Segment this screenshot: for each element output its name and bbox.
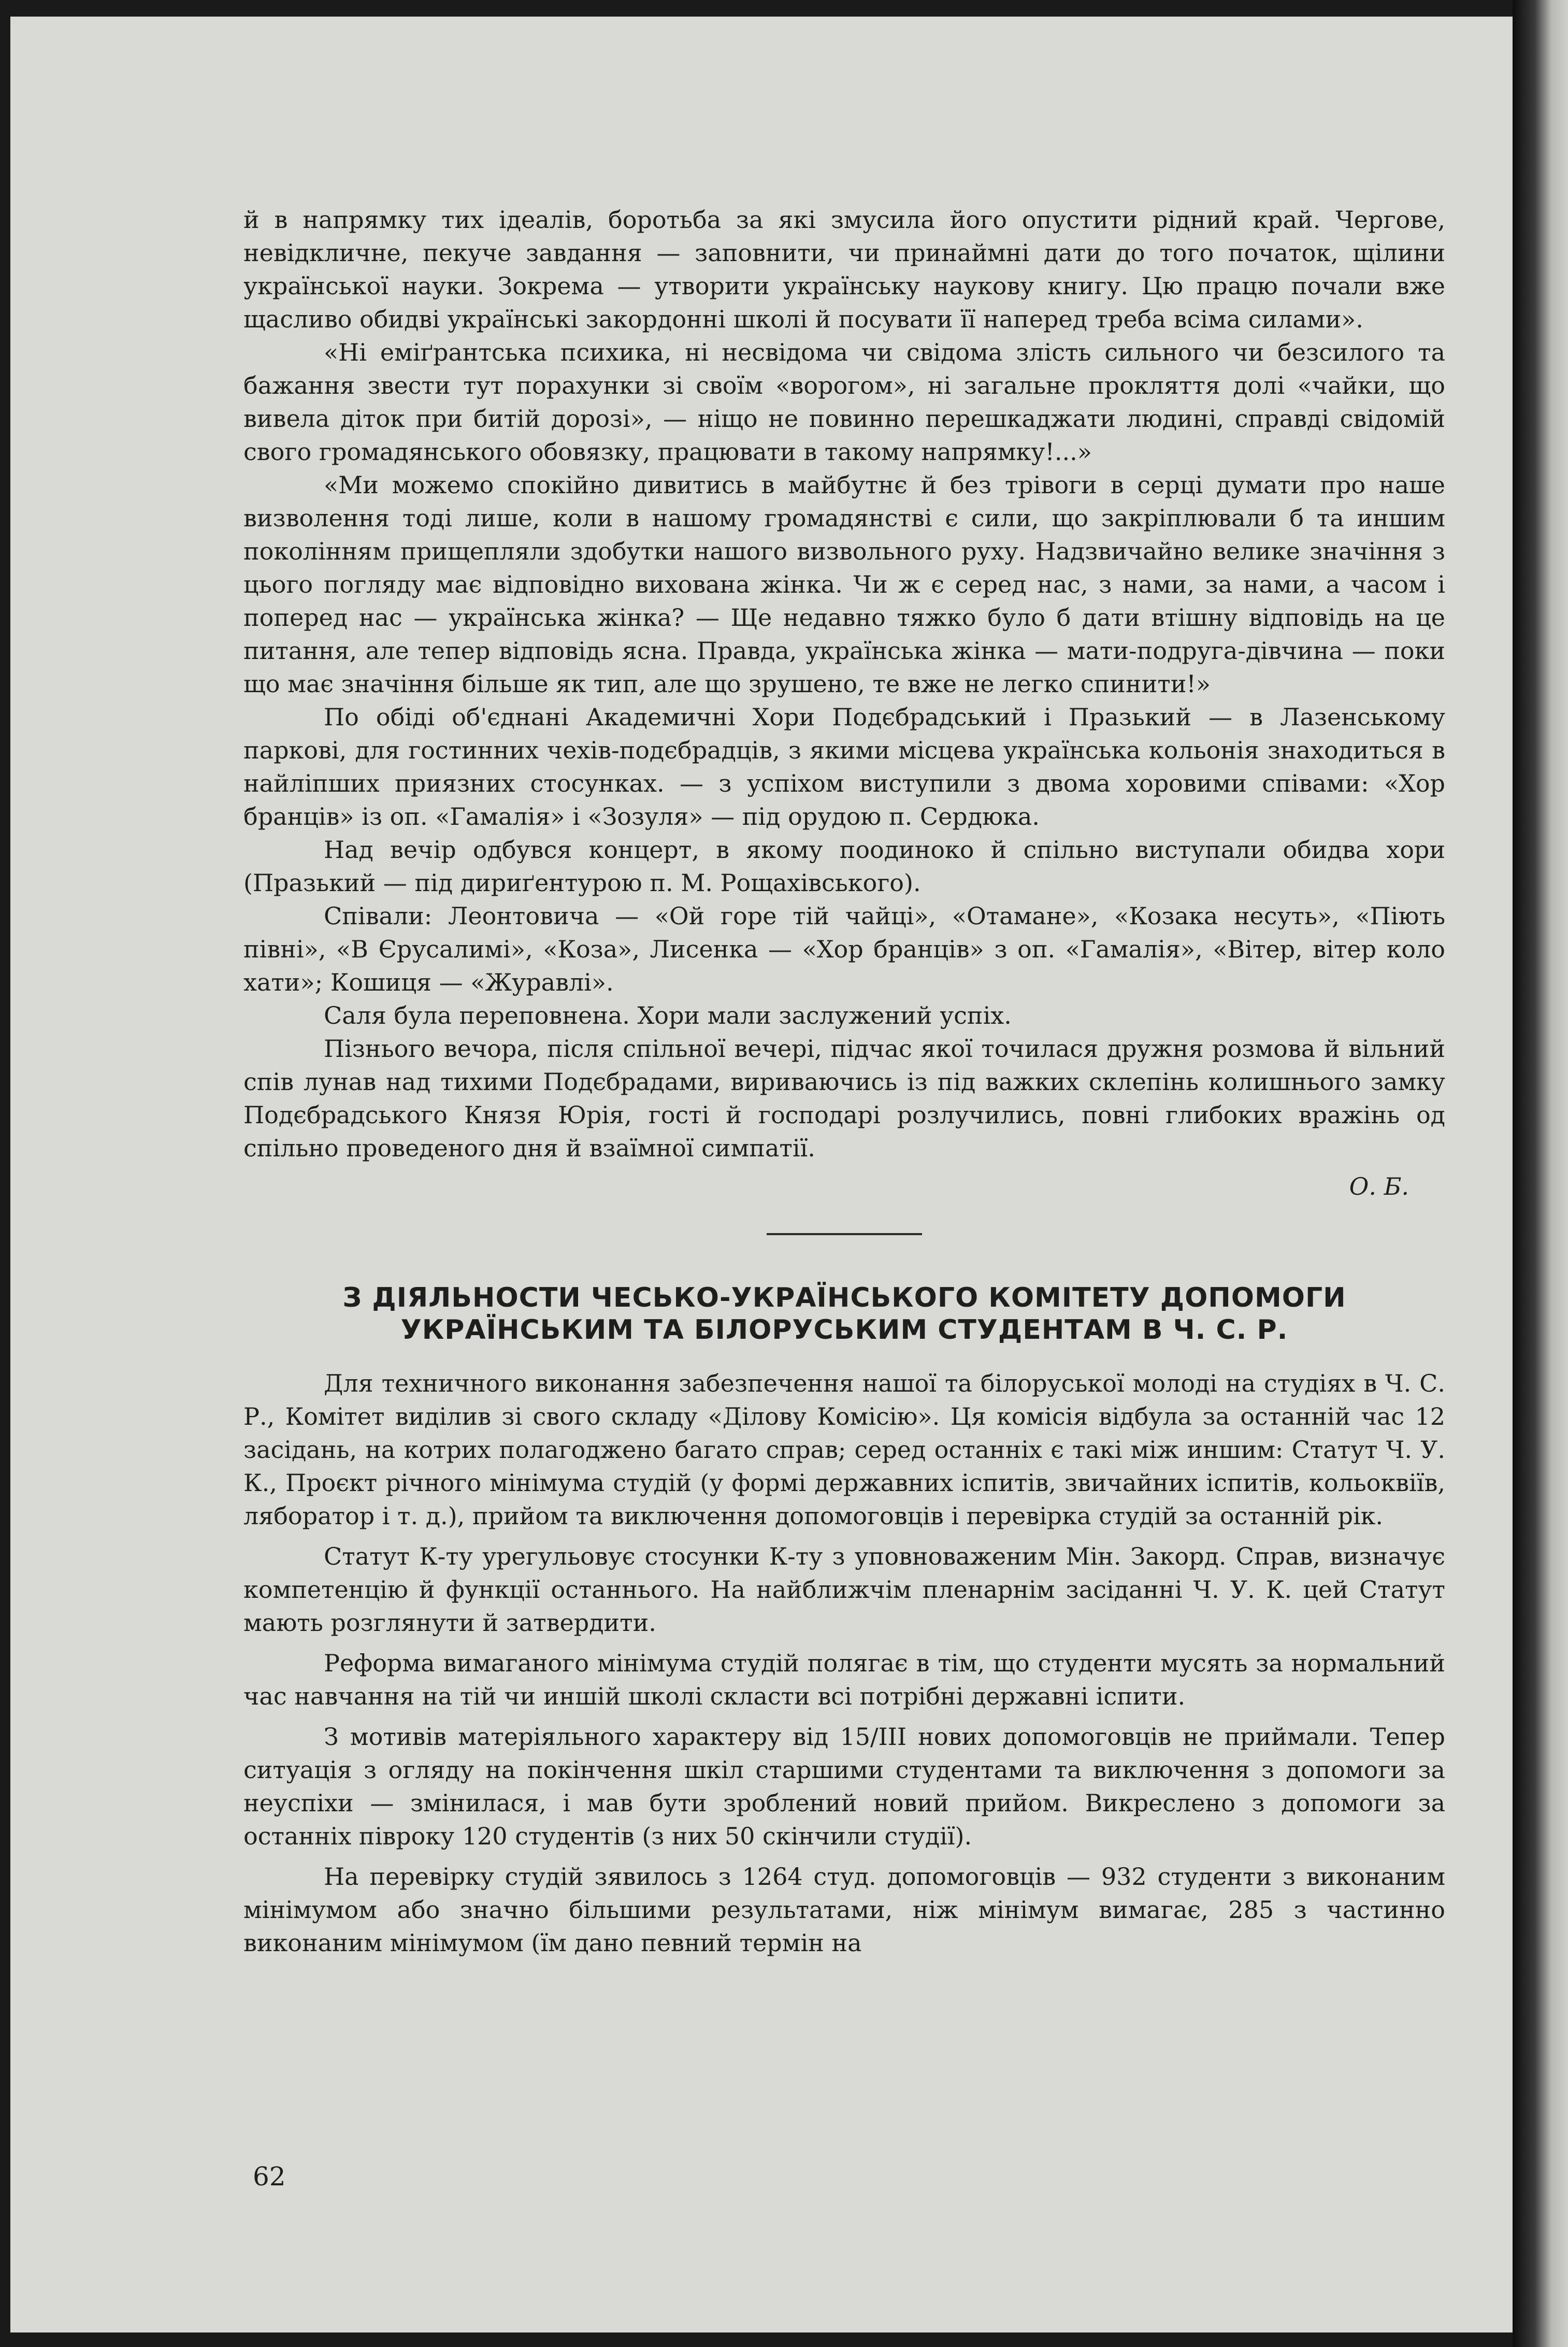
- paragraph: Співали: Леонтовича — «Ой горе тій чайці», «Отамане», «Козака несуть», «Піють півні», «В Єрусалимі», «Коза», Лисенка — «Хор бранців» з оп. «Гамалія», «Вітер, вітер коло хати»; Кошиця — «Журавлі».: [243, 902, 1445, 996]
- paragraph: Саля була переповнена. Хори мали заслужений успіх.: [324, 1001, 1012, 1029]
- paragraph: На перевірку студій зявилось з 1264 студ. допомоговців — 932 студенти з виконаним мінімумом або значно більшими результатами, ніж мінімум вимагає, 285 з частинно виконаним мінімумом (їм дано певний термін на: [243, 1863, 1445, 1957]
- paragraph: Реформа вимаганого мінімума студій полягає в тім, що студенти мусять за нормальний час навчання на тій чи иншій школі скласти всі потрібні державні іспити.: [243, 1649, 1445, 1710]
- paragraph: З мотивів матеріяльного характеру від 15/ІІІ нових допомоговців не приймали. Тепер ситуація з огляду на покінчення шкіл старшими студентами та виключення з допомоги за неуспіхи — змінилася, і мав бути зроблений новий прийом. Викреслено з допомоги за останніх півроку 120 студентів (з них 50 скінчили студії).: [243, 1723, 1445, 1850]
- author-signature: О. Б.: [1349, 1172, 1409, 1200]
- paragraph: й в напрямку тих ідеалів, боротьба за які змусила його опустити рідний край. Чергове, невідкличне, пекуче завдання — заповнити, чи принаймні дати до того початок, щілини української науки. Зокрема — утворити українську наукову книгу. Цю працю почали вже щасливо обидві українські закордонні школі й посувати її наперед треба всіма силами».: [243, 206, 1445, 333]
- paragraph: Для техничного виконання забезпечення нашої та білоруської молоді на студіях в Ч. С. Р., Комітет виділив зі свого складу «Ділову Комісію». Ця комісія відбула за останній час 12 засідань, на котрих полагоджено багато справ; серед останніх є такі між иншим: Статут Ч. У. К., Проєкт річного мінімума студій (у формі державних іспитів, звичайних іспитів, кольоквіїв, ляборатор і т. д.), прийом та виключення допомоговців і перевірка студій за останній рік.: [243, 1369, 1445, 1530]
- section-heading: З ДІЯЛЬНОСТИ ЧЕСЬКО-УКРАЇНСЬКОГО КОМІТЕТУ ДОПОМОГИ УКРАЇНСЬКИМ ТА БІЛОРУСЬКИМ СТУДЕНТАМ В Ч. С. Р.: [342, 1282, 1346, 1346]
- document-page: [10, 17, 1513, 2332]
- paragraph: Статут К-ту урегульовує стосунки К-ту з уповноваженим Мін. Закорд. Справ, визначує компетенцію й функції останнього. На найближчім пленарнім засіданні Ч. У. К. цей Статут мають розглянути й затвердити.: [243, 1542, 1445, 1637]
- paragraph: Над вечір одбувся концерт, в якому поодиноко й спільно виступали обидва хори (Празький — під дириґентурою п. М. Рощахівського).: [243, 836, 1445, 897]
- paragraph: «Ні еміґрантська психика, ні несвідома чи свідома злість сильного чи безсилого та бажання звести тут порахунки зі своїм «ворогом», ні загальне прокляття долі «чайки, що вивела діток при битій дорозі», — ніщо не повинно перешкаджати людині, справді свідомій свого громадянського обовязку, працювати в такому напрямку!...»: [243, 338, 1445, 466]
- page-content: [243, 203, 1445, 1959]
- book-binding-edge: [1513, 0, 1568, 2347]
- page-number: 62: [253, 2162, 286, 2192]
- paragraph: «Ми можемо спокійно дивитись в майбутнє й без трівоги в серці думати про наше визволення тоді лише, коли в нашому громадянстві є сили, що закріплювали б та иншим поколінням прищепляли здобутки нашого визвольного руху. Надзвичайно велике значіння з цього погляду має відповідно вихована жінка. Чи ж є серед нас, з нами, за нами, а часом і поперед нас — українська жінка? — Ще недавно тяжко було б дати втішну відповідь на це питання, але тепер відповідь ясна. Правда, українська жінка — мати-подруга-дівчина — поки що має значіння більше як тип, але що зрушено, те вже не легко спинити!»: [243, 471, 1445, 698]
- paragraph: По обіді об'єднані Академичні Хори Подєбрадський і Празький — в Лазенському паркові, для гостинних чехів-подєбрадців, з якими місцева українська кольонія знаходиться в найліпших приязних стосунках. — з успіхом виступили з двома хоровими співами: «Хор бранців» із оп. «Гамалія» і «Зозуля» — під орудою п. Сердюка.: [243, 703, 1445, 831]
- section-divider: [767, 1233, 922, 1235]
- paragraph: Пізнього вечора, після спільної вечері, підчас якої точилася дружня розмова й вільний спів лунав над тихими Подєбрадами, вириваючись із під важких склепінь колишнього замку Подєбрадського Князя Юрія, гості й господарі розлучились, повні глибоких вражінь од спільно проведеного дня й взаїмної симпатії.: [243, 1035, 1445, 1162]
